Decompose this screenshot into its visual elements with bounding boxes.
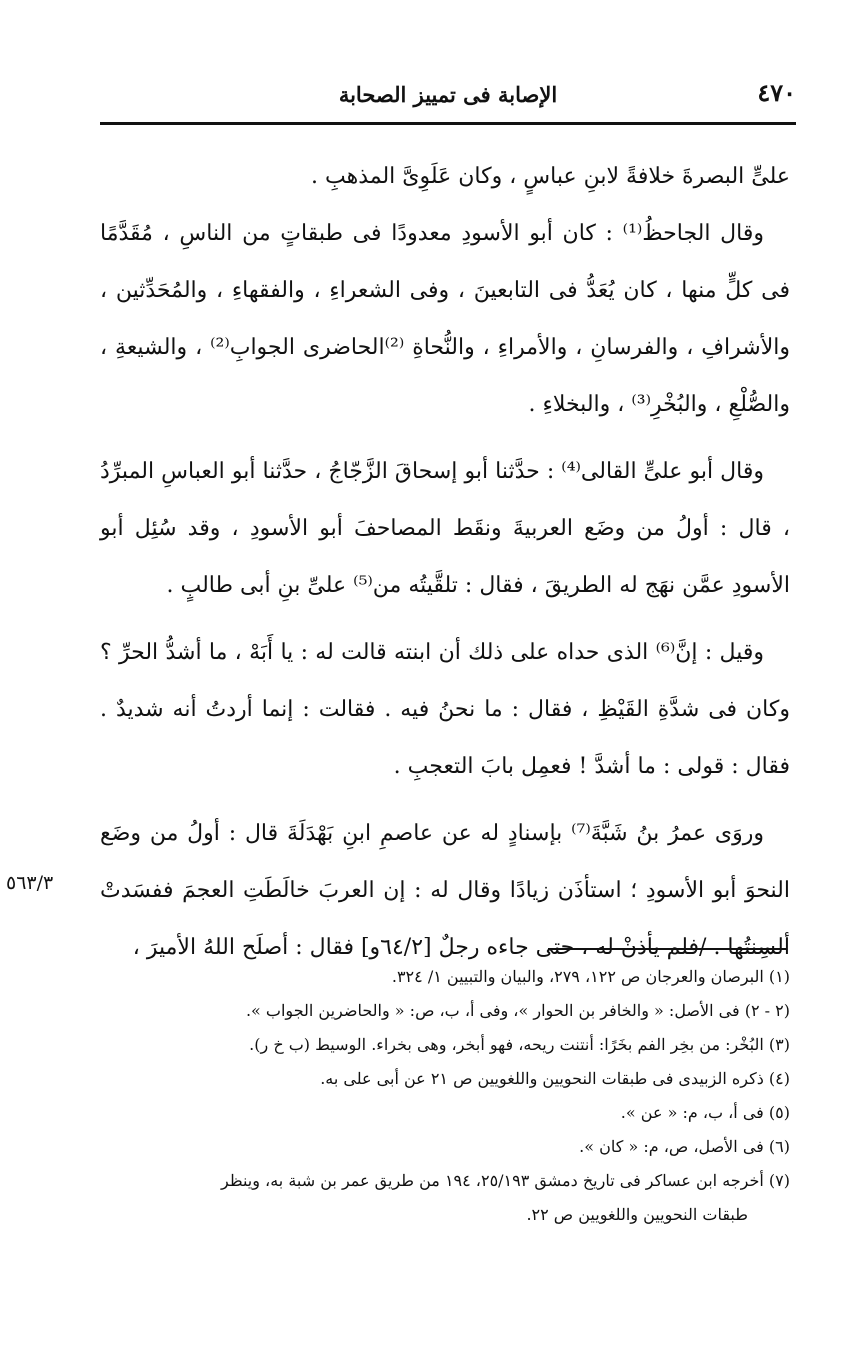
footnote-divider xyxy=(548,948,786,950)
footnote: (٣) البُخْر: من بخِر الفم بخَرًا: أنتنت ريحه، فهو أبخر، وهى بخراء. الوسيط (ب خ ر). xyxy=(249,1035,790,1054)
paragraph: وروَى عمرُ بنُ شَبَّةَ⁽⁷⁾ بإسنادٍ له عن عاصمِ ابنِ بَهْدَلَةَ قال : أولُ من وضَع النحوَ أبو الأسودِ ؛ استأذَن زيادًا وقال له : إن العربَ خالَطَتِ العجمَ ففسَدتْ ألسِنتُها . /فلم يأذنْ له ، حتى جاءه رجلٌ [٦٤/٢و] فقال : أصلَح اللهُ الأميرَ ، xyxy=(100,821,790,960)
paragraph: وقيل : إنَّ⁽⁶⁾ الذى حداه على ذلك أن ابنته قالت له : يا أَبَهْ ، ما أشدُّ الحرِّ ؟ وكان فى شدَّةِ القَيْظِ ، فقال : ما نحنُ فيه . فقالت : إنما أردتُ أنه شديدٌ . فقال : قولى : ما أشدَّ ! فعمِل بابَ التعجبِ . xyxy=(100,640,790,779)
footnote: (٦) فى الأصل، ص، م: « كان ». xyxy=(579,1137,790,1156)
page-number: ٤٧٠ xyxy=(757,78,796,107)
paragraph: علىٍّ البصرةَ خلافةً لابنِ عباسٍ ، وكان عَلَوِىَّ المذهبِ . xyxy=(311,164,790,189)
footnote-continuation: طبقات النحويين واللغويين ص ٢٢. xyxy=(526,1205,748,1224)
footnotes xyxy=(100,960,790,1232)
header-divider xyxy=(100,122,796,125)
edition-page-marker: ٥٦٣/٣ xyxy=(6,872,54,894)
main-text xyxy=(100,148,790,976)
footnote: (٧) أخرجه ابن عساكر فى تاريخ دمشق ٢٥/١٩٣، ١٩٤ من طريق عمر بن شبة به، وينظر xyxy=(221,1171,790,1190)
paragraph: وقال أبو علىٍّ القالى⁽⁴⁾ : حدَّثنا أبو إسحاقَ الزَّجّاجُ ، حدَّثنا أبو العباسِ المبرِّدُ ، قال : أولُ من وضَع العربيةَ ونقَط المصاحفَ أبو الأسودِ ، وقد سُئِل أبو الأسودِ عمَّن نهَج له الطريقَ ، فقال : تلقَّيتُه من⁽⁵⁾ علىِّ بنِ أبى طالبٍ . xyxy=(100,459,790,598)
paragraph: وقال الجاحظُ⁽¹⁾ : كان أبو الأسودِ معدودًا فى طبقاتٍ من الناسِ ، مُقَدَّمًا فى كلٍّ منها ، كان يُعَدُّ فى التابعينَ ، وفى الشعراءِ ، والفقهاءِ ، والمُحَدِّثين ، والأشرافِ ، والفرسانِ ، والأمراءِ ، والنُّحاةِ ⁽²⁾الحاضرى الجوابِ⁽²⁾ ، والشيعةِ ، والصُّلْعِ ، والبُخْرِ⁽³⁾ ، والبخلاءِ . xyxy=(100,221,790,417)
running-title: الإصابة فى تمييز الصحابة xyxy=(338,82,558,107)
footnote: (١) البرصان والعرجان ص ١٢٢، ٢٧٩، والبيان والتبيين ١/ ٣٢٤. xyxy=(391,967,790,986)
footnote: (٥) فى أ، ب، م: « عن ». xyxy=(620,1103,790,1122)
footnote: (٢ - ٢) فى الأصل: « والخافر بن الحوار »، وفى أ، ب، ص: « والحاضرين الجواب ». xyxy=(245,1001,790,1020)
page-header xyxy=(100,76,796,120)
footnote: (٤) ذكره الزبيدى فى طبقات النحويين واللغويين ص ٢١ عن أبى على به. xyxy=(320,1069,790,1088)
